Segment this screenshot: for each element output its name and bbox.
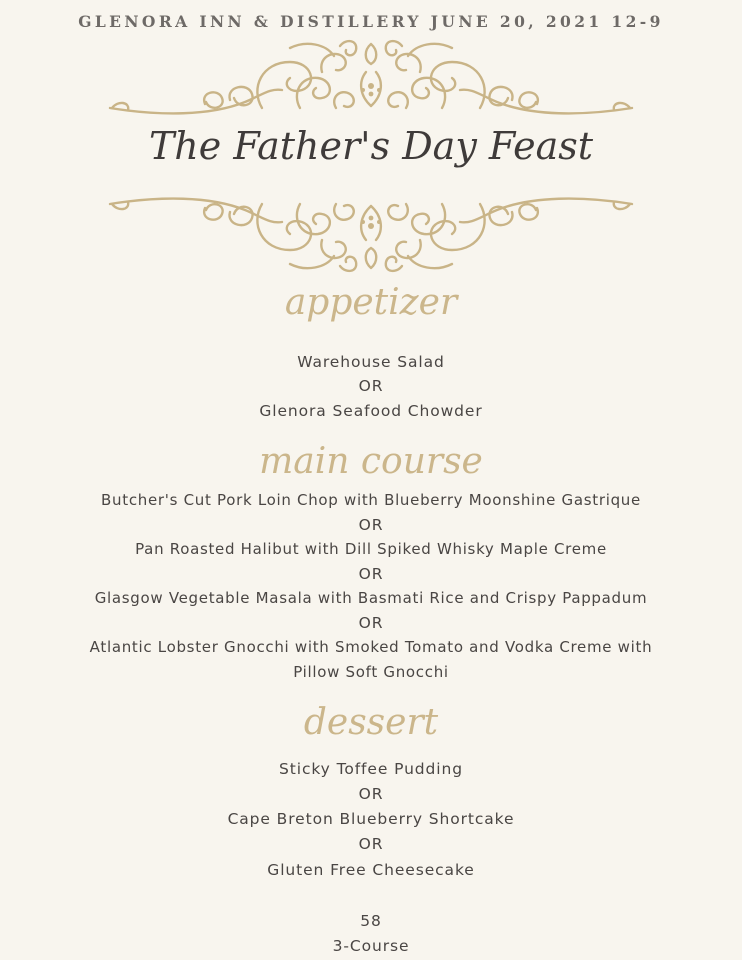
or-separator: OR [358,516,384,534]
price-label: 3-Course [332,937,410,955]
dessert-item: Gluten Free Cheesecake [267,861,475,879]
gold-scroll-flourish-icon [0,192,742,284]
or-separator: OR [358,835,384,853]
dessert-heading: dessert [303,702,439,743]
appetizer-heading: appetizer [284,282,458,323]
main-course-item-continued: Pillow Soft Gnocchi [293,663,449,681]
main-course-item: Butcher's Cut Pork Loin Chop with Blueberry Moonshine Gastrique [101,491,641,509]
or-separator: OR [358,614,384,632]
appetizer-item: Glenora Seafood Chowder [259,402,483,420]
or-separator: OR [358,785,384,803]
event-header: GLENORA INN & DISTILLERY JUNE 20, 2021 12-9 [78,12,664,31]
main-course-item: Glasgow Vegetable Masala with Basmati Rice and Crispy Pappadum [94,589,648,607]
or-separator: OR [358,377,384,395]
dessert-item: Sticky Toffee Pudding [279,760,463,778]
appetizer-item: Warehouse Salad [297,353,445,371]
or-separator: OR [358,565,384,583]
dessert-item: Cape Breton Blueberry Shortcake [227,810,515,828]
price: 58 [360,912,382,930]
main-course-heading: main course [259,441,483,482]
page-title: The Father's Day Feast [148,124,594,168]
gold-scroll-flourish-icon [0,28,742,120]
main-course-item: Atlantic Lobster Gnocchi with Smoked Tomato and Vodka Creme with [89,638,653,656]
main-course-item: Pan Roasted Halibut with Dill Spiked Whisky Maple Creme [135,540,607,558]
